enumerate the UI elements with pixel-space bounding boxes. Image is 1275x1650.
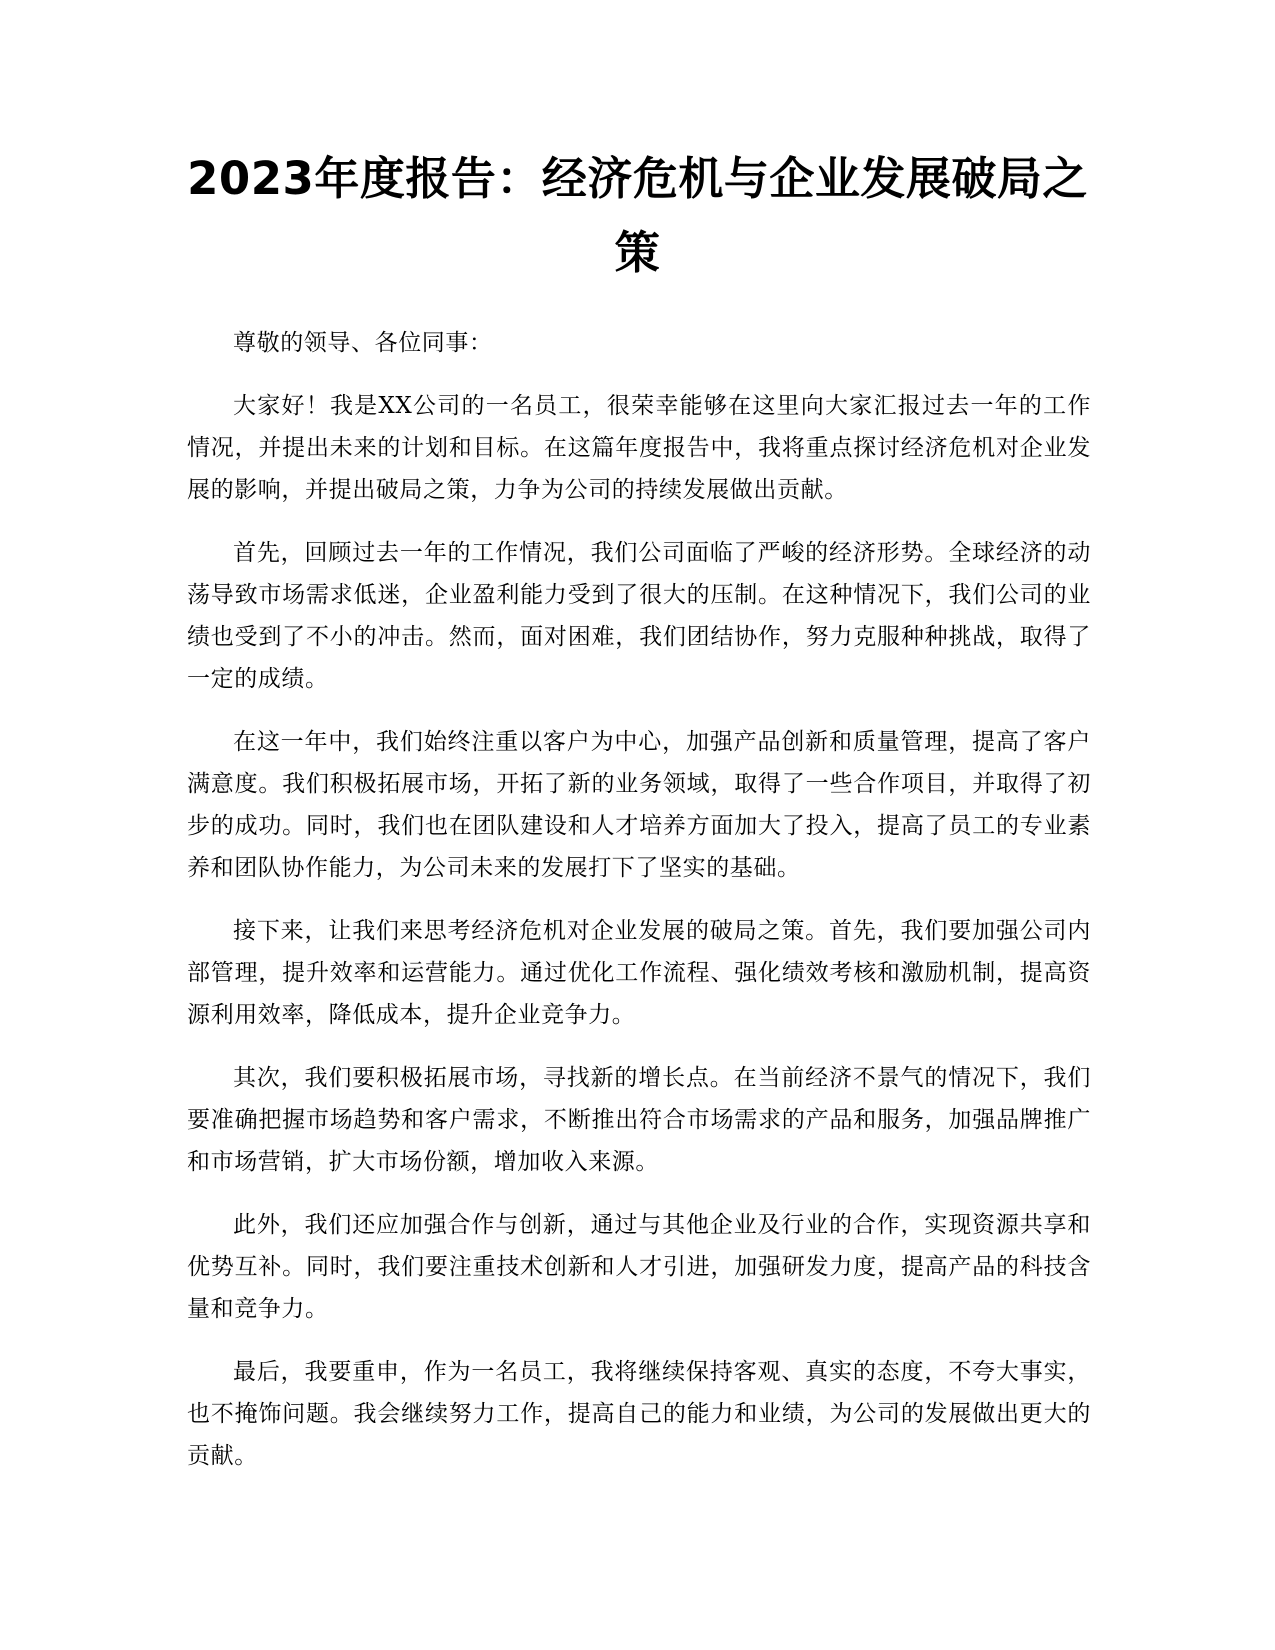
strategy-management-paragraph: 接下来，让我们来思考经济危机对企业发展的破局之策。首先，我们要加强公司内部管理，提升效率和运营能力。通过优化工作流程、强化绩效考核和激励机制，提高资源利用效率，降低成本，提升企业竞争力。 [187,918,1091,1028]
review-paragraph: 首先，回顾过去一年的工作情况，我们公司面临了严峻的经济形势。全球经济的动荡导致市场需求低迷，企业盈利能力受到了很大的压制。在这种情况下，我们公司的业绩也受到了不小的冲击。然而，面对困难，我们团结协作，努力克服种种挑战，取得了一定的成绩。 [187,540,1091,692]
intro-paragraph: 大家好！我是XX公司的一名员工，很荣幸能够在这里向大家汇报过去一年的工作情况，并提出未来的计划和目标。在这篇年度报告中，我将重点探讨经济危机对企业发展的影响，并提出破局之策，力争为公司的持续发展做出贡献。 [187,393,1091,503]
strategy-cooperation-paragraph: 此外，我们还应加强合作与创新，通过与其他企业及行业的合作，实现资源共享和优势互补。同时，我们要注重技术创新和人才引进，加强研发力度，提高产品的科技含量和竞争力。 [187,1212,1091,1322]
achievements-paragraph: 在这一年中，我们始终注重以客户为中心，加强产品创新和质量管理，提高了客户满意度。我们积极拓展市场，开拓了新的业务领域，取得了一些合作项目，并取得了初步的成功。同时，我们也在团队建设和人才培养方面加大了投入，提高了员工的专业素养和团队协作能力，为公司未来的发展打下了坚实的基础。 [187,729,1091,881]
document-title: 2023年度报告：经济危机与企业发展破局之策 [187,152,1088,279]
closing-paragraph: 最后，我要重申，作为一名员工，我将继续保持客观、真实的态度，不夸大事实，也不掩饰问题。我会继续努力工作，提高自己的能力和业绩，为公司的发展做出更大的贡献。 [187,1359,1091,1469]
strategy-market-paragraph: 其次，我们要积极拓展市场，寻找新的增长点。在当前经济不景气的情况下，我们要准确把握市场趋势和客户需求，不断推出符合市场需求的产品和服务，加强品牌推广和市场营销，扩大市场份额，增加收入来源。 [187,1065,1091,1175]
document-body [187,322,1091,1498]
salutation-paragraph: 尊敬的领导、各位同事： [233,330,493,356]
